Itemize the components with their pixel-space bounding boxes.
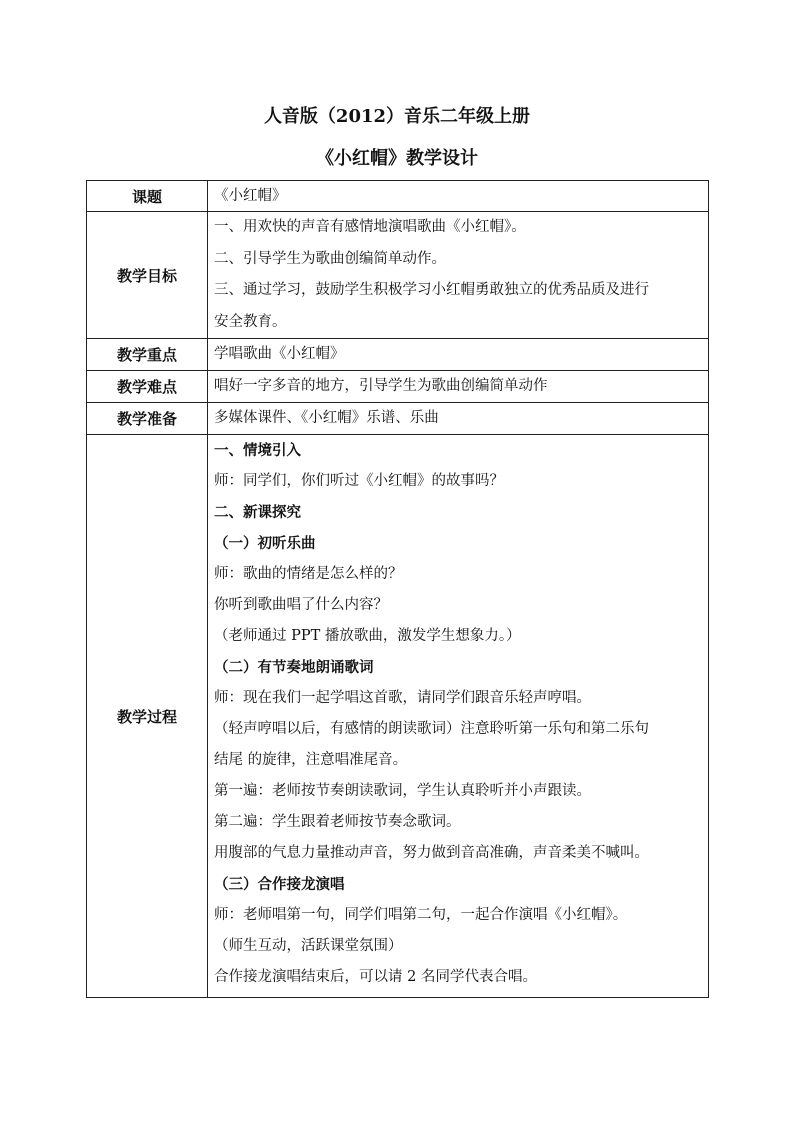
process-line: （轻声哼唱以后，有感情的朗读歌词）注意聆听第一乐句和第二乐句 — [214, 721, 649, 737]
subsection-heading: （一）初听乐曲 — [214, 535, 316, 552]
subsection-heading: （二）有节奏地朗诵歌词 — [214, 659, 374, 676]
row-label-preparation: 教学准备 — [87, 403, 208, 435]
difficulty-text: 唱好一字多音的地方，引导学生为歌曲创编简单动作 — [214, 378, 548, 394]
process-line: 合作接龙演唱结束后，可以请 2 名同学代表合唱。 — [214, 969, 537, 985]
row-value-topic — [208, 181, 709, 212]
row-value-difficulty — [208, 371, 709, 403]
section-heading: 一、情境引入 — [214, 442, 301, 459]
table-row-goals — [87, 212, 709, 339]
process-line: 第一遍：老师按节奏朗读歌词，学生认真聆听并小声跟读。 — [214, 783, 591, 799]
row-label-goals: 教学目标 — [87, 212, 208, 339]
table-row-topic — [87, 181, 709, 212]
table-row-preparation — [87, 403, 709, 435]
row-value-key-points — [208, 339, 709, 371]
topic-text: 《小红帽》 — [214, 188, 287, 204]
table-row-key-points — [87, 339, 709, 371]
process-line: （老师通过 PPT 播放歌曲，激发学生想象力。） — [214, 628, 521, 644]
document-title: 人音版（2012）音乐二年级上册 — [263, 106, 531, 127]
process-line: 用腹部的气息力量推动声音，努力做到音高准确，声音柔美不喊叫。 — [214, 845, 649, 861]
goal-line: 安全教育。 — [214, 313, 287, 330]
process-line: 师：现在我们一起学唱这首歌，请同学们跟音乐轻声哼唱。 — [214, 690, 591, 706]
process-line: 师：歌曲的情绪是怎么样的？ — [214, 566, 403, 582]
goal-line: 三、通过学习，鼓励学生积极学习小红帽勇敢独立的优秀品质及进行 — [214, 282, 649, 298]
document-subtitle: 《小红帽》教学设计 — [316, 148, 478, 169]
row-label-topic: 课题 — [87, 181, 208, 212]
lesson-plan-table — [86, 180, 709, 998]
process-line: 师：同学们，你们听过《小红帽》的故事吗？ — [214, 473, 504, 489]
row-value-preparation — [208, 403, 709, 435]
row-label-difficulty: 教学难点 — [87, 371, 208, 403]
preparation-text: 多媒体课件、《小红帽》乐谱、乐曲 — [214, 410, 439, 426]
process-line: 你听到歌曲唱了什么内容？ — [214, 597, 388, 613]
goal-line: 一、用欢快的声音有感情地演唱歌曲《小红帽》。 — [214, 219, 526, 235]
goal-line: 二、引导学生为歌曲创编简单动作。 — [214, 250, 446, 267]
row-label-process: 教学过程 — [87, 435, 208, 998]
row-value-goals — [208, 212, 709, 339]
row-label-key-points: 教学重点 — [87, 339, 208, 371]
process-line: （师生互动，活跃课堂氛围） — [214, 938, 403, 954]
section-heading: 二、新课探究 — [214, 504, 301, 521]
table-row-difficulty — [87, 371, 709, 403]
key-points-text: 学唱歌曲《小红帽》 — [214, 346, 345, 362]
process-line: 结尾 的旋律，注意唱准尾音。 — [214, 752, 408, 768]
subsection-heading: （三）合作接龙演唱 — [214, 876, 345, 893]
row-value-process — [208, 435, 709, 998]
table-row-process — [87, 435, 709, 998]
process-line: 师：老师唱第一句，同学们唱第二句，一起合作演唱《小红帽》。 — [214, 907, 628, 923]
process-line: 第二遍：学生跟着老师按节奏念歌词。 — [214, 814, 461, 830]
